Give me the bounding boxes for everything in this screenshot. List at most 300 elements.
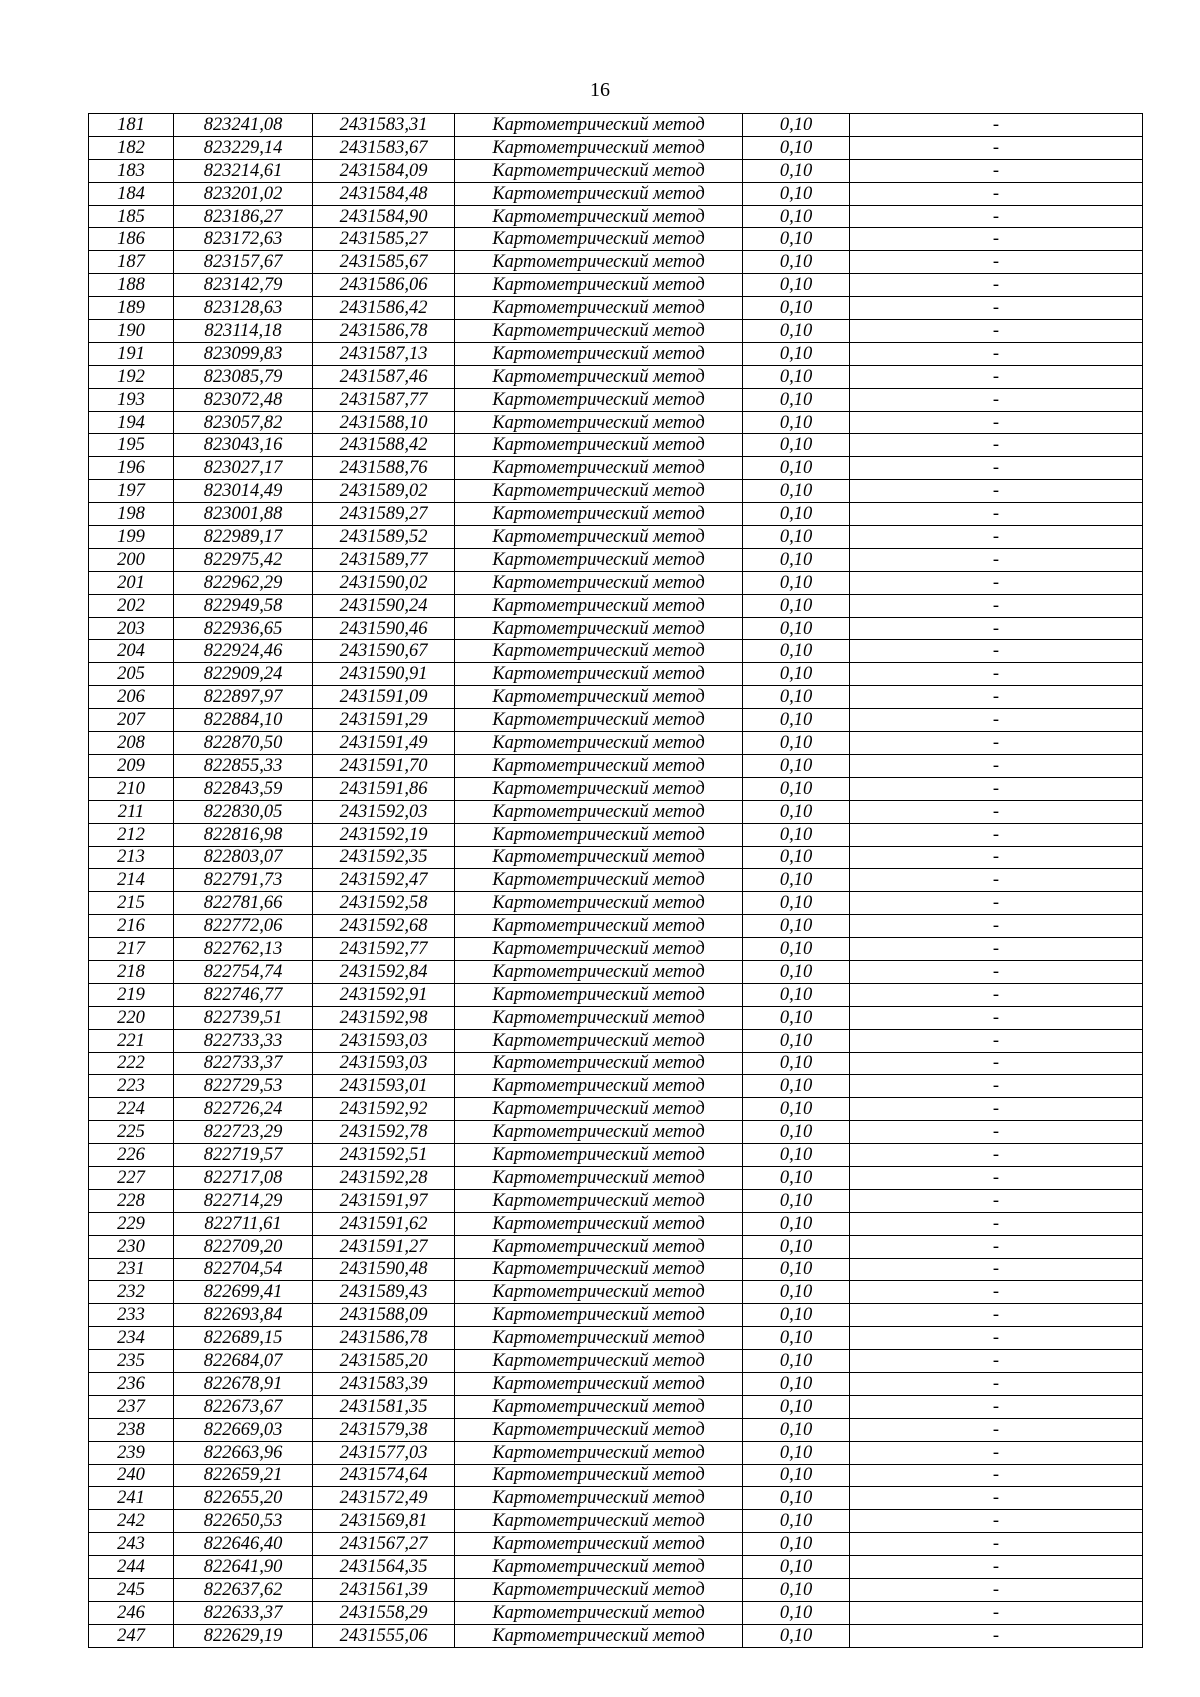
accuracy-cell: 0,10 [743,1624,850,1647]
y-coordinate-cell: 2431592,35 [313,846,455,869]
table-row [89,754,1143,777]
y-coordinate-cell: 2431591,27 [313,1235,455,1258]
description-cell: - [850,503,1143,526]
x-coordinate-cell: 822909,24 [174,663,313,686]
description-cell: - [850,388,1143,411]
description-cell: - [850,274,1143,297]
table-row [89,1510,1143,1533]
description-cell: - [850,709,1143,732]
description-cell: - [850,663,1143,686]
x-coordinate-cell: 822884,10 [174,709,313,732]
x-coordinate-cell: 822791,73 [174,869,313,892]
accuracy-cell: 0,10 [743,1464,850,1487]
method-cell: Картометрический метод [455,777,743,800]
description-cell: - [850,251,1143,274]
table-row [89,1441,1143,1464]
y-coordinate-cell: 2431558,29 [313,1601,455,1624]
method-cell: Картометрический метод [455,548,743,571]
method-cell: Картометрический метод [455,1121,743,1144]
point-number-cell: 245 [89,1579,174,1602]
method-cell: Картометрический метод [455,663,743,686]
point-number-cell: 237 [89,1395,174,1418]
x-coordinate-cell: 823057,82 [174,411,313,434]
method-cell: Картометрический метод [455,1464,743,1487]
description-cell: - [850,594,1143,617]
table-row [89,640,1143,663]
accuracy-cell: 0,10 [743,594,850,617]
table-row [89,503,1143,526]
table-row [89,1601,1143,1624]
point-number-cell: 213 [89,846,174,869]
y-coordinate-cell: 2431567,27 [313,1533,455,1556]
accuracy-cell: 0,10 [743,1006,850,1029]
y-coordinate-cell: 2431584,48 [313,182,455,205]
y-coordinate-cell: 2431587,13 [313,342,455,365]
method-cell: Картометрический метод [455,892,743,915]
method-cell: Картометрический метод [455,869,743,892]
x-coordinate-cell: 823172,63 [174,228,313,251]
method-cell: Картометрический метод [455,1144,743,1167]
table-row [89,1166,1143,1189]
table-row [89,297,1143,320]
y-coordinate-cell: 2431587,77 [313,388,455,411]
table-row [89,1579,1143,1602]
table-row [89,1052,1143,1075]
point-number-cell: 233 [89,1304,174,1327]
y-coordinate-cell: 2431592,47 [313,869,455,892]
point-number-cell: 217 [89,938,174,961]
table-row [89,892,1143,915]
accuracy-cell: 0,10 [743,1098,850,1121]
point-number-cell: 187 [89,251,174,274]
x-coordinate-cell: 822830,05 [174,800,313,823]
y-coordinate-cell: 2431589,02 [313,480,455,503]
method-cell: Картометрический метод [455,1166,743,1189]
table-row [89,686,1143,709]
accuracy-cell: 0,10 [743,1556,850,1579]
x-coordinate-cell: 822897,97 [174,686,313,709]
accuracy-cell: 0,10 [743,434,850,457]
accuracy-cell: 0,10 [743,1189,850,1212]
method-cell: Картометрический метод [455,1533,743,1556]
y-coordinate-cell: 2431579,38 [313,1418,455,1441]
accuracy-cell: 0,10 [743,342,850,365]
method-cell: Картометрический метод [455,182,743,205]
method-cell: Картометрический метод [455,1350,743,1373]
y-coordinate-cell: 2431586,78 [313,320,455,343]
table-row [89,1144,1143,1167]
method-cell: Картометрический метод [455,1556,743,1579]
accuracy-cell: 0,10 [743,1350,850,1373]
y-coordinate-cell: 2431584,09 [313,159,455,182]
accuracy-cell: 0,10 [743,297,850,320]
accuracy-cell: 0,10 [743,503,850,526]
x-coordinate-cell: 822870,50 [174,732,313,755]
method-cell: Картометрический метод [455,571,743,594]
accuracy-cell: 0,10 [743,823,850,846]
x-coordinate-cell: 822719,57 [174,1144,313,1167]
description-cell: - [850,1579,1143,1602]
description-cell: - [850,983,1143,1006]
point-number-cell: 229 [89,1212,174,1235]
description-cell: - [850,1189,1143,1212]
x-coordinate-cell: 822633,37 [174,1601,313,1624]
y-coordinate-cell: 2431592,68 [313,915,455,938]
accuracy-cell: 0,10 [743,274,850,297]
point-number-cell: 216 [89,915,174,938]
x-coordinate-cell: 822699,41 [174,1281,313,1304]
y-coordinate-cell: 2431589,27 [313,503,455,526]
method-cell: Картометрический метод [455,983,743,1006]
method-cell: Картометрический метод [455,686,743,709]
method-cell: Картометрический метод [455,1579,743,1602]
x-coordinate-cell: 823128,63 [174,297,313,320]
method-cell: Картометрический метод [455,1441,743,1464]
y-coordinate-cell: 2431590,24 [313,594,455,617]
x-coordinate-cell: 823014,49 [174,480,313,503]
method-cell: Картометрический метод [455,503,743,526]
table-row [89,800,1143,823]
description-cell: - [850,1372,1143,1395]
y-coordinate-cell: 2431592,03 [313,800,455,823]
point-number-cell: 201 [89,571,174,594]
method-cell: Картометрический метод [455,388,743,411]
point-number-cell: 199 [89,526,174,549]
accuracy-cell: 0,10 [743,571,850,594]
description-cell: - [850,1464,1143,1487]
point-number-cell: 222 [89,1052,174,1075]
y-coordinate-cell: 2431577,03 [313,1441,455,1464]
y-coordinate-cell: 2431591,62 [313,1212,455,1235]
point-number-cell: 198 [89,503,174,526]
point-number-cell: 218 [89,960,174,983]
method-cell: Картометрический метод [455,1052,743,1075]
method-cell: Картометрический метод [455,1235,743,1258]
y-coordinate-cell: 2431588,10 [313,411,455,434]
y-coordinate-cell: 2431583,39 [313,1372,455,1395]
description-cell: - [850,1235,1143,1258]
table-row [89,1556,1143,1579]
table-row [89,732,1143,755]
description-cell: - [850,640,1143,663]
accuracy-cell: 0,10 [743,1075,850,1098]
table-row [89,114,1143,137]
point-number-cell: 227 [89,1166,174,1189]
point-number-cell: 247 [89,1624,174,1647]
table-row [89,960,1143,983]
table-row [89,594,1143,617]
point-number-cell: 206 [89,686,174,709]
accuracy-cell: 0,10 [743,136,850,159]
point-number-cell: 195 [89,434,174,457]
table-row [89,1029,1143,1052]
y-coordinate-cell: 2431591,29 [313,709,455,732]
point-number-cell: 243 [89,1533,174,1556]
point-number-cell: 192 [89,365,174,388]
y-coordinate-cell: 2431588,09 [313,1304,455,1327]
description-cell: - [850,365,1143,388]
y-coordinate-cell: 2431589,43 [313,1281,455,1304]
method-cell: Картометрический метод [455,1601,743,1624]
table-row [89,1464,1143,1487]
description-cell: - [850,915,1143,938]
x-coordinate-cell: 823072,48 [174,388,313,411]
accuracy-cell: 0,10 [743,869,850,892]
coordinates-table [88,113,1143,1648]
method-cell: Картометрический метод [455,228,743,251]
y-coordinate-cell: 2431585,27 [313,228,455,251]
method-cell: Картометрический метод [455,1258,743,1281]
x-coordinate-cell: 822772,06 [174,915,313,938]
y-coordinate-cell: 2431589,77 [313,548,455,571]
method-cell: Картометрический метод [455,732,743,755]
x-coordinate-cell: 823114,18 [174,320,313,343]
table-row [89,388,1143,411]
table-row [89,228,1143,251]
y-coordinate-cell: 2431592,84 [313,960,455,983]
method-cell: Картометрический метод [455,1304,743,1327]
table-row [89,938,1143,961]
accuracy-cell: 0,10 [743,1601,850,1624]
table-row [89,1624,1143,1647]
accuracy-cell: 0,10 [743,388,850,411]
accuracy-cell: 0,10 [743,892,850,915]
accuracy-cell: 0,10 [743,320,850,343]
accuracy-cell: 0,10 [743,159,850,182]
method-cell: Картометрический метод [455,457,743,480]
accuracy-cell: 0,10 [743,1533,850,1556]
point-number-cell: 181 [89,114,174,137]
method-cell: Картометрический метод [455,205,743,228]
table-row [89,869,1143,892]
point-number-cell: 190 [89,320,174,343]
point-number-cell: 230 [89,1235,174,1258]
point-number-cell: 185 [89,205,174,228]
description-cell: - [850,136,1143,159]
method-cell: Картометрический метод [455,1418,743,1441]
point-number-cell: 202 [89,594,174,617]
table-row [89,457,1143,480]
table-row [89,777,1143,800]
x-coordinate-cell: 823201,02 [174,182,313,205]
point-number-cell: 194 [89,411,174,434]
y-coordinate-cell: 2431591,97 [313,1189,455,1212]
table-row [89,411,1143,434]
method-cell: Картометрический метод [455,251,743,274]
method-cell: Картометрический метод [455,709,743,732]
method-cell: Картометрический метод [455,136,743,159]
point-number-cell: 205 [89,663,174,686]
description-cell: - [850,1418,1143,1441]
method-cell: Картометрический метод [455,1510,743,1533]
method-cell: Картометрический метод [455,526,743,549]
y-coordinate-cell: 2431585,20 [313,1350,455,1373]
description-cell: - [850,1006,1143,1029]
description-cell: - [850,526,1143,549]
point-number-cell: 200 [89,548,174,571]
y-coordinate-cell: 2431584,90 [313,205,455,228]
description-cell: - [850,732,1143,755]
accuracy-cell: 0,10 [743,1144,850,1167]
point-number-cell: 196 [89,457,174,480]
description-cell: - [850,1601,1143,1624]
x-coordinate-cell: 822746,77 [174,983,313,1006]
description-cell: - [850,182,1143,205]
description-cell: - [850,1258,1143,1281]
point-number-cell: 208 [89,732,174,755]
accuracy-cell: 0,10 [743,548,850,571]
accuracy-cell: 0,10 [743,686,850,709]
table-row [89,1281,1143,1304]
y-coordinate-cell: 2431592,78 [313,1121,455,1144]
accuracy-cell: 0,10 [743,205,850,228]
table-row [89,1487,1143,1510]
x-coordinate-cell: 822684,07 [174,1350,313,1373]
description-cell: - [850,1121,1143,1144]
table-row [89,1189,1143,1212]
description-cell: - [850,846,1143,869]
table-row [89,1098,1143,1121]
x-coordinate-cell: 822641,90 [174,1556,313,1579]
table-row [89,320,1143,343]
x-coordinate-cell: 823157,67 [174,251,313,274]
method-cell: Картометрический метод [455,1487,743,1510]
y-coordinate-cell: 2431591,86 [313,777,455,800]
description-cell: - [850,777,1143,800]
table-row [89,136,1143,159]
table-row [89,274,1143,297]
point-number-cell: 203 [89,617,174,640]
accuracy-cell: 0,10 [743,1327,850,1350]
method-cell: Картометрический метод [455,823,743,846]
table-row [89,983,1143,1006]
table-row [89,1235,1143,1258]
table-row [89,1533,1143,1556]
description-cell: - [850,320,1143,343]
x-coordinate-cell: 822949,58 [174,594,313,617]
point-number-cell: 214 [89,869,174,892]
description-cell: - [850,1327,1143,1350]
accuracy-cell: 0,10 [743,1395,850,1418]
table-row [89,915,1143,938]
description-cell: - [850,297,1143,320]
description-cell: - [850,228,1143,251]
y-coordinate-cell: 2431592,77 [313,938,455,961]
point-number-cell: 240 [89,1464,174,1487]
description-cell: - [850,1212,1143,1235]
point-number-cell: 219 [89,983,174,1006]
x-coordinate-cell: 822673,67 [174,1395,313,1418]
description-cell: - [850,411,1143,434]
y-coordinate-cell: 2431588,42 [313,434,455,457]
point-number-cell: 189 [89,297,174,320]
table-row [89,1121,1143,1144]
method-cell: Картометрический метод [455,480,743,503]
point-number-cell: 197 [89,480,174,503]
method-cell: Картометрический метод [455,915,743,938]
point-number-cell: 221 [89,1029,174,1052]
accuracy-cell: 0,10 [743,114,850,137]
y-coordinate-cell: 2431590,02 [313,571,455,594]
x-coordinate-cell: 822650,53 [174,1510,313,1533]
y-coordinate-cell: 2431590,46 [313,617,455,640]
accuracy-cell: 0,10 [743,1281,850,1304]
method-cell: Картометрический метод [455,365,743,388]
accuracy-cell: 0,10 [743,800,850,823]
y-coordinate-cell: 2431592,28 [313,1166,455,1189]
description-cell: - [850,548,1143,571]
description-cell: - [850,434,1143,457]
table-row [89,1075,1143,1098]
point-number-cell: 226 [89,1144,174,1167]
x-coordinate-cell: 822936,65 [174,617,313,640]
y-coordinate-cell: 2431591,49 [313,732,455,755]
method-cell: Картометрический метод [455,1075,743,1098]
y-coordinate-cell: 2431589,52 [313,526,455,549]
point-number-cell: 225 [89,1121,174,1144]
point-number-cell: 223 [89,1075,174,1098]
accuracy-cell: 0,10 [743,1441,850,1464]
x-coordinate-cell: 822989,17 [174,526,313,549]
x-coordinate-cell: 823099,83 [174,342,313,365]
description-cell: - [850,1556,1143,1579]
x-coordinate-cell: 822678,91 [174,1372,313,1395]
table-row [89,434,1143,457]
accuracy-cell: 0,10 [743,1121,850,1144]
description-cell: - [850,800,1143,823]
accuracy-cell: 0,10 [743,1304,850,1327]
method-cell: Картометрический метод [455,846,743,869]
table-row [89,1350,1143,1373]
description-cell: - [850,1144,1143,1167]
y-coordinate-cell: 2431569,81 [313,1510,455,1533]
accuracy-cell: 0,10 [743,960,850,983]
method-cell: Картометрический метод [455,1029,743,1052]
accuracy-cell: 0,10 [743,457,850,480]
y-coordinate-cell: 2431555,06 [313,1624,455,1647]
y-coordinate-cell: 2431585,67 [313,251,455,274]
method-cell: Картометрический метод [455,434,743,457]
y-coordinate-cell: 2431593,03 [313,1029,455,1052]
x-coordinate-cell: 823142,79 [174,274,313,297]
point-number-cell: 207 [89,709,174,732]
x-coordinate-cell: 822693,84 [174,1304,313,1327]
accuracy-cell: 0,10 [743,640,850,663]
table-row [89,823,1143,846]
point-number-cell: 236 [89,1372,174,1395]
accuracy-cell: 0,10 [743,526,850,549]
point-number-cell: 183 [89,159,174,182]
x-coordinate-cell: 822704,54 [174,1258,313,1281]
description-cell: - [850,1624,1143,1647]
accuracy-cell: 0,10 [743,1235,850,1258]
description-cell: - [850,1350,1143,1373]
description-cell: - [850,1029,1143,1052]
table-row [89,1304,1143,1327]
table-row [89,1212,1143,1235]
table-row [89,617,1143,640]
method-cell: Картометрический метод [455,1372,743,1395]
method-cell: Картометрический метод [455,297,743,320]
description-cell: - [850,571,1143,594]
x-coordinate-cell: 823043,16 [174,434,313,457]
method-cell: Картометрический метод [455,640,743,663]
table-row [89,1372,1143,1395]
point-number-cell: 186 [89,228,174,251]
description-cell: - [850,754,1143,777]
description-cell: - [850,1281,1143,1304]
y-coordinate-cell: 2431592,58 [313,892,455,915]
